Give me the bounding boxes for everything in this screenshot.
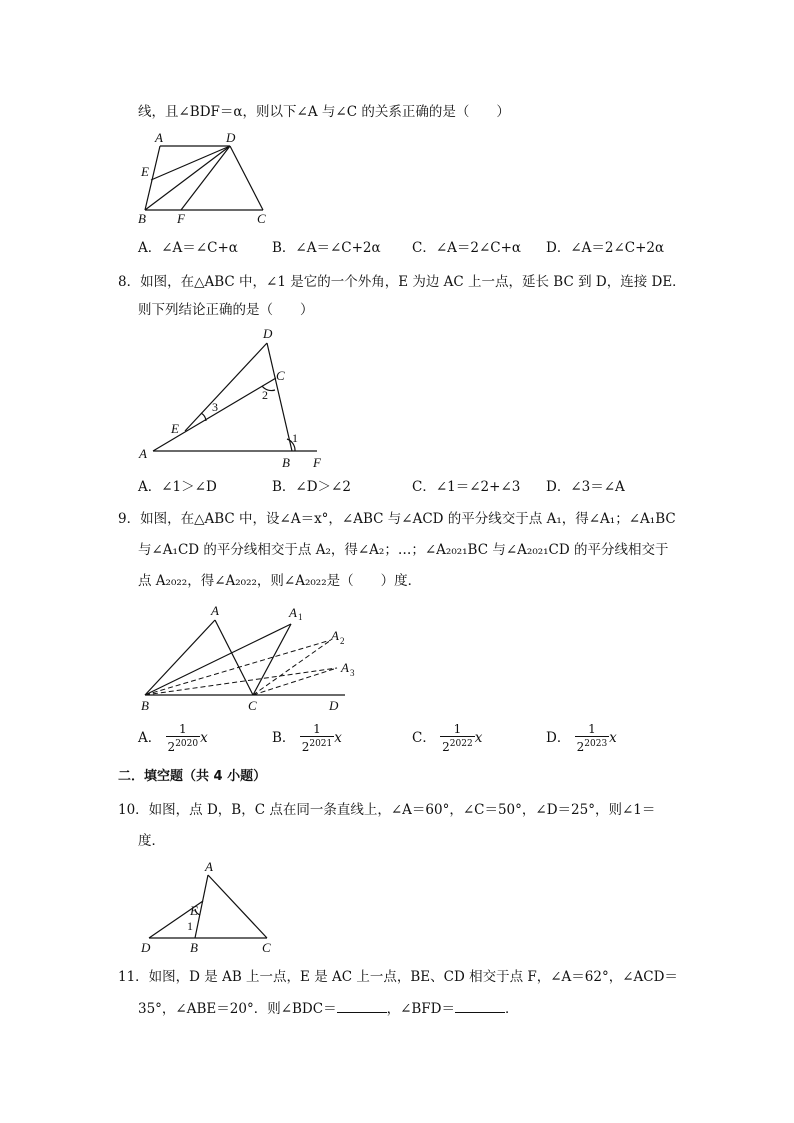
q7-stem: 线，且∠BDF＝α，则以下∠A 与∠C 的关系正确的是（ ） [138,104,510,120]
q8-label-3: 3 [212,400,218,414]
q8-label-A: A [139,446,147,461]
q10-label-C: C [262,940,271,955]
q10-label-E: E [190,903,198,918]
q8-label-C: C [276,368,285,383]
q9-segment-AC [215,620,253,695]
q9-label-D: D [329,698,339,713]
q7-option-c: C．∠A＝2∠C+α [412,240,522,256]
q7-label-B: B [138,211,146,226]
q9-dashed-BA2 [145,640,331,695]
q8-label-1: 1 [292,431,298,445]
q8-option-a: A．∠1＞∠D [138,479,217,495]
q10-label-D: D [141,940,151,955]
q9-dashed-CA2 [253,640,331,695]
q11-stem-line2: 35°，∠ABE＝20°．则∠BDC＝ ，∠BFD＝ ． [138,998,519,1019]
q11-answer-blank-bdc[interactable] [337,998,387,1013]
q9-stem-line3: 点 A₂₀₂₂，得∠A₂₀₂₂，则∠A₂₀₂₂是（ ）度． [138,573,422,589]
q9-stem-line1: 9．如图，在△ABC 中，设∠A＝x°，∠ABC 与∠ACD 的平分线交于点 A₁，得∠A₁；∠A₁BC [118,511,676,527]
q9-label-A1: A [289,605,297,620]
q10-stem-line1: 10．如图，点 D，B，C 点在同一条直线上，∠A＝60°，∠C＝50°，∠D＝25°，则∠1＝ [118,802,656,818]
q9-label-C: C [248,698,257,713]
q9-segment-BA [145,620,215,695]
q10-label-A: A [205,859,213,874]
q7-figure [135,128,280,228]
q8-segment-AC [153,378,276,451]
q9-label-A1-sub: 1 [298,612,303,622]
q8-figure [135,325,335,470]
q10-segment-AC [208,875,267,938]
q7-segment-DC [230,146,263,210]
q8-option-d: D．∠3＝∠A [546,479,625,495]
q8-label-2: 2 [262,388,268,402]
q7-label-C: C [257,211,266,226]
q9-option-d: D． $\frac{1}{2^{2023}}$ x [546,722,617,754]
q8-label-E: E [171,421,179,436]
q10-label-B: B [190,940,198,955]
q7-label-D: D [226,130,236,145]
q9-option-b: B． $\frac{1}{2^{2021}}$ x [272,722,342,754]
q9-label-B: B [141,698,149,713]
q10-label-1: 1 [187,919,193,933]
q9-label-A2: A [331,628,339,643]
q8-angle-arc-3 [201,413,206,421]
q11-stem-line1: 11．如图，D 是 AB 上一点，E 是 AC 上一点，BE、CD 相交于点 F，∠A＝62°，∠ACD＝ [118,969,678,985]
q8-stem-line2: 则下列结论正确的是（ ） [138,302,314,318]
q10-stem-line2: 度． [138,833,165,849]
q11-answer-blank-bfd[interactable] [455,998,505,1013]
q9-option-a: A． $\frac{1}{2^{2020}}$ x [138,722,208,754]
q9-label-A3-sub: 3 [350,668,355,678]
q7-option-a: A．∠A＝∠C+α [138,240,238,256]
q7-label-F: F [177,211,185,226]
q7-option-b: B．∠A＝∠C+2α [272,240,381,256]
q10-figure [135,858,285,958]
q7-option-d: D．∠A＝2∠C+2α [546,240,665,256]
q9-label-A: A [211,603,219,618]
q9-figure [135,600,370,715]
q8-label-D: D [263,326,273,341]
q8-stem-line1: 8．如图，在△ABC 中，∠1 是它的一个外角，E 为边 AC 上一点，延长 BC 到 D，连接 DE． [118,274,686,290]
q8-segment-DE [185,343,267,431]
q9-option-c: C． $\frac{1}{2^{2022}}$ x [412,722,483,754]
q7-segment-DE [151,146,230,180]
q9-label-A2-sub: 2 [340,636,345,646]
q8-option-b: B．∠D＞∠2 [272,479,351,495]
q7-label-A: A [155,130,163,145]
q7-label-E: E [141,164,149,179]
q8-segment-DB [267,343,292,451]
q8-option-c: C．∠1＝∠2+∠3 [412,479,521,495]
q8-label-B: B [282,455,290,470]
q9-stem-line2: 与∠A₁CD 的平分线相交于点 A₂，得∠A₂；…；∠A₂₀₂₁BC 与∠A₂₀₂₁CD 的平分线相交于 [138,542,669,558]
q9-label-A3: A [341,660,349,675]
section-fill-in-title: 二．填空题（共 4 小题） [118,769,267,784]
q8-label-F: F [313,455,321,470]
